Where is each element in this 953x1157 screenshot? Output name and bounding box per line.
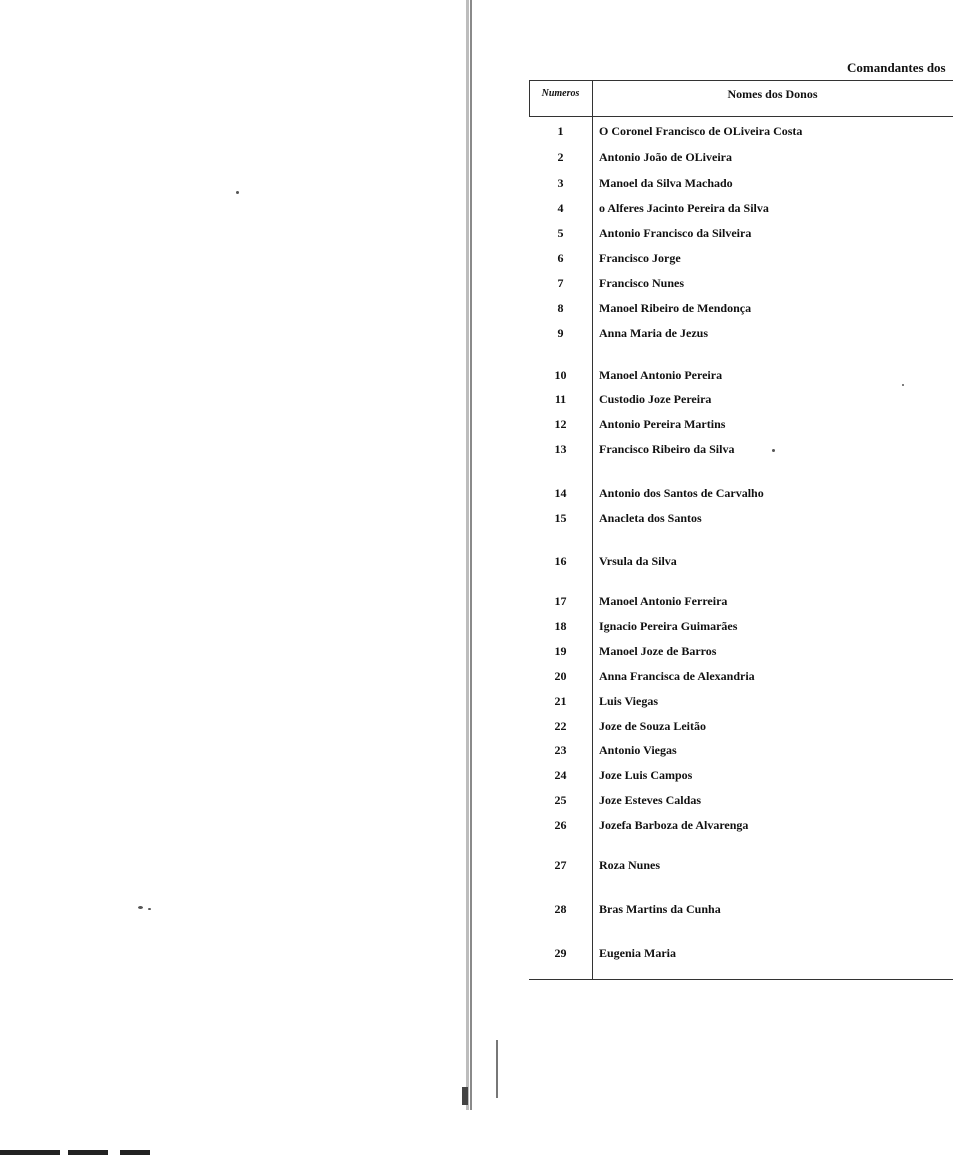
table-row — [529, 768, 953, 788]
row-owner-name: Anna Francisca de Alexandria — [599, 669, 755, 683]
table-row — [529, 417, 953, 437]
table-row — [529, 511, 953, 531]
footer-bar — [0, 1150, 60, 1155]
spine-edge — [466, 0, 469, 1110]
row-owner-name: Manoel Joze de Barros — [599, 644, 717, 658]
bottom-rule — [496, 1040, 498, 1098]
row-owner-name: Francisco Jorge — [599, 251, 681, 265]
row-number: 22 — [554, 719, 567, 733]
page-spine — [466, 0, 474, 1157]
row-owner-name: Roza Nunes — [599, 858, 661, 872]
scan-speck — [236, 191, 239, 194]
row-number: 21 — [554, 694, 567, 708]
row-number: 14 — [554, 486, 567, 500]
row-number: 27 — [554, 858, 567, 872]
row-owner-name: Custodio Joze Pereira — [599, 392, 712, 406]
row-owner-name: Anna Maria de Jezus — [599, 326, 708, 340]
row-number: 4 — [557, 201, 564, 215]
table-row — [529, 858, 953, 878]
table-row — [529, 554, 953, 574]
table-row — [529, 301, 953, 321]
row-owner-name: Manoel Ribeiro de Mendonça — [599, 301, 752, 315]
row-owner-name: Jozefa Barboza de Alvarenga — [599, 818, 749, 832]
scan-speck — [138, 906, 143, 909]
row-owner-name: Ignacio Pereira Guimarães — [599, 619, 738, 633]
row-owner-name: Manoel da Silva Machado — [599, 176, 733, 190]
bottom-mark — [462, 1087, 468, 1105]
table-row — [529, 818, 953, 838]
table-row — [529, 276, 953, 296]
table-row — [529, 251, 953, 271]
row-owner-name: Eugenia Maria — [599, 946, 676, 960]
row-number: 28 — [554, 902, 567, 916]
row-owner-name: Joze Luis Campos — [599, 768, 693, 782]
row-number: 17 — [554, 594, 567, 608]
row-number: 25 — [554, 793, 567, 807]
table-row — [529, 594, 953, 614]
owners-table — [529, 80, 953, 980]
row-number: 9 — [557, 326, 564, 340]
row-owner-name: Francisco Ribeiro da Silva — [599, 442, 735, 456]
header-numbers: Numeros — [541, 88, 580, 99]
row-number: 12 — [554, 417, 567, 431]
table-row — [529, 946, 953, 966]
row-owner-name: Antonio dos Santos de Carvalho — [599, 486, 764, 500]
row-owner-name: Antonio Viegas — [599, 743, 677, 757]
table-row — [529, 486, 953, 506]
table-caption: Comandantes dos — [847, 60, 946, 75]
table-bottom-rule — [529, 979, 953, 980]
row-owner-name: Manoel Antonio Pereira — [599, 368, 723, 382]
table-row — [529, 392, 953, 412]
row-number: 8 — [557, 301, 564, 315]
row-number: 20 — [554, 669, 567, 683]
footer-bar — [120, 1150, 150, 1155]
row-owner-name: Joze Esteves Caldas — [599, 793, 701, 807]
table-row — [529, 226, 953, 246]
row-number: 24 — [554, 768, 567, 782]
table-row — [529, 619, 953, 639]
row-number: 5 — [557, 226, 564, 240]
footer-bar — [68, 1150, 108, 1155]
row-owner-name: Joze de Souza Leitão — [599, 719, 706, 733]
row-owner-name: Antonio Francisco da Silveira — [599, 226, 752, 240]
row-owner-name: Vrsula da Silva — [599, 554, 677, 568]
table-row — [529, 694, 953, 714]
spine-shadow — [470, 0, 472, 1110]
table-row — [529, 442, 953, 462]
row-number: 1 — [557, 124, 564, 138]
table-row — [529, 793, 953, 813]
row-number: 11 — [554, 392, 567, 406]
row-number: 19 — [554, 644, 567, 658]
row-owner-name: Francisco Nunes — [599, 276, 684, 290]
table-row — [529, 124, 953, 144]
row-owner-name: o Alferes Jacinto Pereira da Silva — [599, 201, 769, 215]
row-owner-name: Bras Martins da Cunha — [599, 902, 721, 916]
header-names: Nomes dos Donos — [727, 87, 818, 101]
row-number: 13 — [554, 442, 567, 456]
table-row — [529, 669, 953, 689]
row-number: 26 — [554, 818, 567, 832]
row-number: 18 — [554, 619, 567, 633]
table-row — [529, 201, 953, 221]
table-row — [529, 743, 953, 763]
row-owner-name: O Coronel Francisco de OLiveira Costa — [599, 124, 803, 138]
row-number: 23 — [554, 743, 567, 757]
row-number: 3 — [557, 176, 564, 190]
row-number: 6 — [557, 251, 564, 265]
table-row — [529, 176, 953, 196]
row-number: 29 — [554, 946, 567, 960]
row-owner-name: Anacleta dos Santos — [599, 511, 702, 525]
row-number: 16 — [554, 554, 567, 568]
row-number: 15 — [554, 511, 567, 525]
table-row — [529, 326, 953, 346]
row-owner-name: Manoel Antonio Ferreira — [599, 594, 728, 608]
table-row — [529, 902, 953, 922]
table-row — [529, 644, 953, 664]
row-number: 7 — [557, 276, 564, 290]
table-row — [529, 368, 953, 388]
row-owner-name: Antonio Pereira Martins — [599, 417, 726, 431]
row-owner-name: Luis Viegas — [599, 694, 659, 708]
table-row — [529, 719, 953, 739]
row-owner-name: Antonio João de OLiveira — [599, 150, 733, 164]
table-row — [529, 150, 953, 170]
scan-speck — [148, 908, 151, 910]
row-number: 10 — [554, 368, 567, 382]
row-number: 2 — [557, 150, 564, 164]
